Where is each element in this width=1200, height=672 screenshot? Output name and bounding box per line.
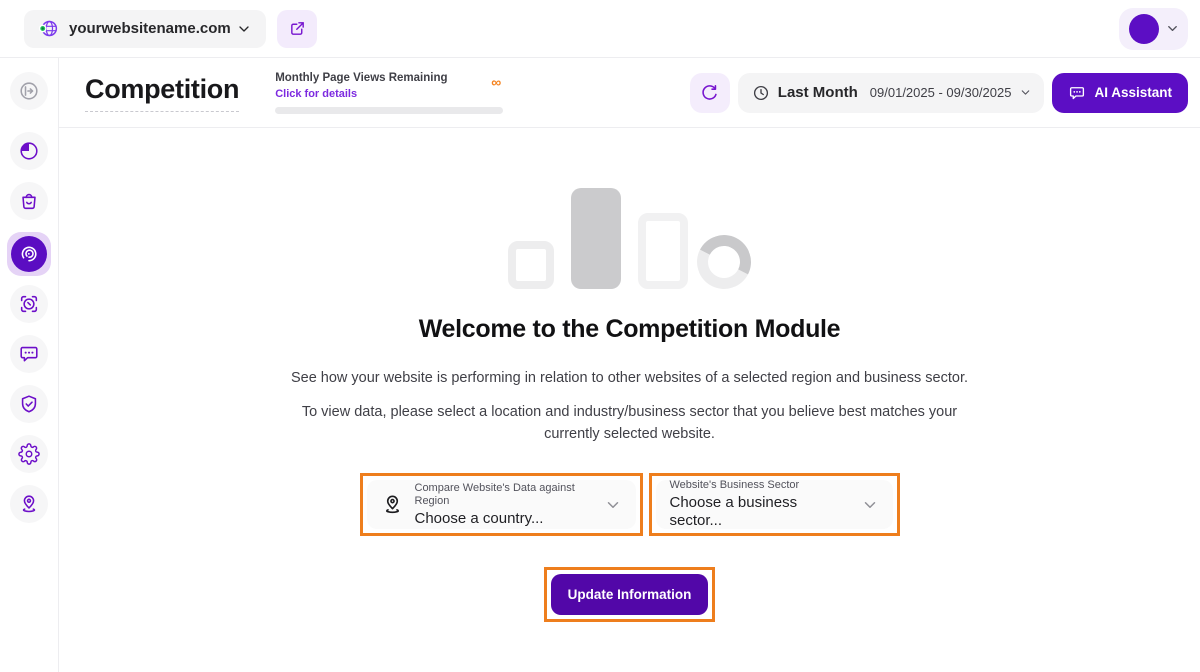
map-pin-icon — [18, 493, 40, 515]
monthly-views-value: ∞ — [491, 73, 502, 90]
chevron-down-icon — [1019, 86, 1032, 99]
illustration-bar-short — [508, 241, 554, 289]
annotation-frame-sector — [649, 473, 900, 536]
monthly-views-label: Monthly Page Views Remaining — [275, 71, 448, 84]
sidebar-item-security[interactable] — [10, 385, 48, 423]
sidebar-item-location[interactable] — [10, 485, 48, 523]
empty-state-chart-illustration — [508, 185, 751, 289]
date-preset-label: Last Month — [777, 84, 858, 101]
sidebar-item-ecommerce[interactable] — [10, 182, 48, 220]
update-information-button[interactable]: Update Information — [551, 574, 709, 615]
page-title: Competition — [85, 74, 239, 112]
external-link-icon — [289, 20, 306, 37]
avatar — [1129, 14, 1159, 44]
account-menu[interactable] — [1119, 8, 1188, 50]
website-selector[interactable] — [24, 10, 266, 48]
chat-bubble-icon — [1068, 84, 1086, 102]
chevron-down-icon — [861, 496, 879, 514]
shopping-bag-icon — [18, 190, 40, 212]
welcome-description-2: To view data, please select a location and industry/business sector that you believe best matches your currently selected website. — [301, 403, 958, 442]
open-website-button[interactable] — [277, 10, 317, 48]
radar-spiral-icon — [19, 244, 39, 264]
sidebar — [0, 58, 59, 672]
sidebar-item-dashboard[interactable] — [10, 132, 48, 170]
module-header — [59, 58, 1200, 128]
arrow-right-circle-icon — [18, 80, 40, 102]
pie-chart-icon — [18, 140, 40, 162]
sector-select-value: Choose a business sector... — [669, 494, 798, 530]
main-content — [59, 128, 1200, 672]
selects-row — [59, 473, 1200, 536]
ai-assistant-label: AI Assistant — [1094, 85, 1172, 100]
sidebar-item-settings[interactable] — [10, 435, 48, 473]
chevron-down-icon — [604, 496, 622, 514]
globe-icon — [38, 18, 59, 39]
region-select[interactable] — [367, 480, 636, 529]
sidebar-item-collapse-toggle[interactable] — [10, 72, 48, 110]
date-range-picker[interactable] — [738, 73, 1045, 113]
annotation-frame-region — [360, 473, 643, 536]
shield-check-icon — [18, 393, 40, 415]
welcome-description-1: See how your website is performing in relation to other websites of a selected region and business sector. — [290, 370, 969, 386]
annotation-frame-update — [544, 567, 716, 622]
gear-icon — [18, 443, 40, 465]
welcome-heading: Welcome to the Competition Module — [418, 315, 841, 343]
region-select-value: Choose a country... — [414, 509, 544, 527]
illustration-donut — [690, 228, 758, 296]
refresh-icon — [700, 83, 719, 102]
sector-select-label: Website's Business Sector — [669, 479, 800, 492]
chevron-down-icon — [236, 21, 252, 37]
sidebar-item-competition[interactable] — [7, 232, 51, 276]
clock-icon — [752, 84, 770, 102]
chevron-down-icon — [1165, 21, 1180, 36]
update-row — [59, 567, 1200, 622]
topbar — [0, 0, 1200, 58]
monthly-views-progressbar — [275, 107, 503, 114]
monthly-views-block — [275, 72, 503, 114]
map-pin-base-icon — [381, 493, 404, 516]
ai-assistant-button[interactable] — [1052, 73, 1188, 113]
click-for-details-link[interactable]: Click for details — [275, 87, 358, 100]
refresh-button[interactable] — [690, 73, 730, 113]
sidebar-item-feedback[interactable] — [10, 335, 48, 373]
sidebar-item-session-replay[interactable] — [10, 285, 48, 323]
chat-bubble-icon — [18, 343, 40, 365]
illustration-bar-tall — [571, 188, 621, 289]
illustration-bar-medium — [638, 213, 688, 289]
region-select-label: Compare Website's Data against Region — [414, 481, 575, 507]
website-name: yourwebsitename.com — [69, 20, 231, 37]
date-range-value: 09/01/2025 - 09/30/2025 — [869, 85, 1012, 100]
scan-record-icon — [18, 293, 40, 315]
sector-select[interactable] — [656, 480, 893, 529]
